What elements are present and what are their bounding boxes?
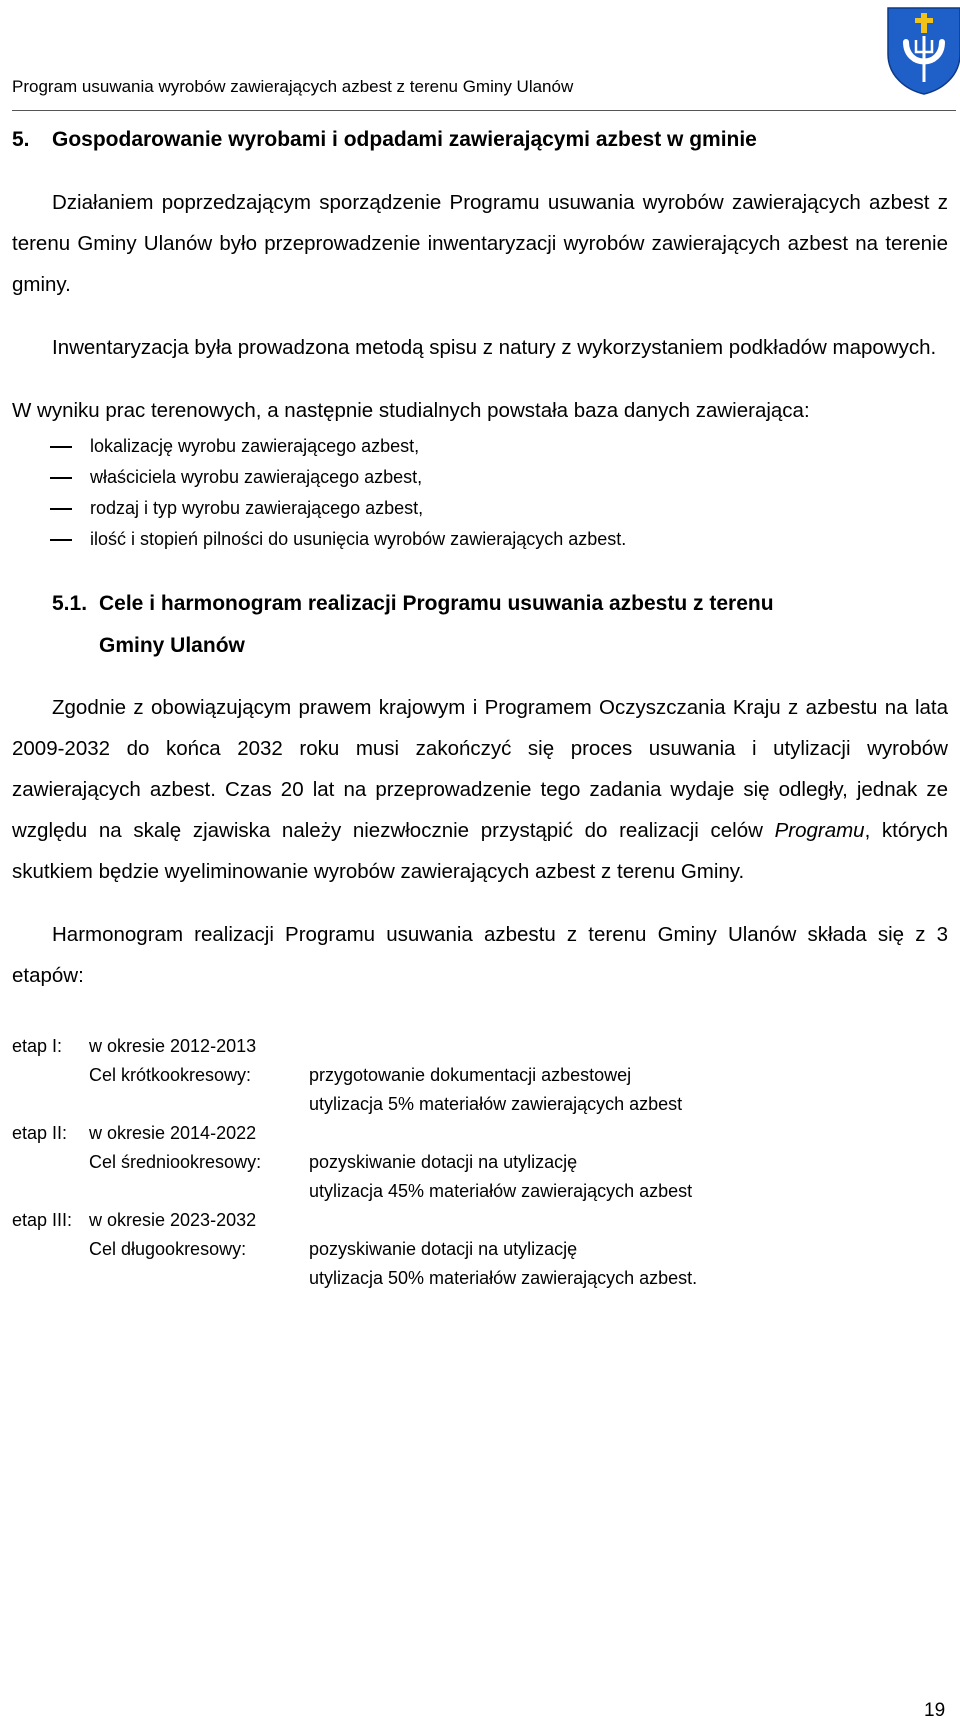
schedule-goal-row	[12, 1061, 948, 1090]
paragraph-inventory-intro: Działaniem poprzedzającym sporządzenie Programu usuwania wyrobów zawierających azbest z terenu Gminy Ulanów było przeprowadzenie inwentaryzacji wyrobów zawierających azbest na terenie gminy.	[12, 191, 948, 296]
goal-text: utylizacja 45% materiałów zawierających azbest	[309, 1181, 693, 1201]
subsection-number: 5.1.	[52, 592, 88, 615]
goal-label: Cel długookresowy:	[89, 1239, 247, 1259]
list-item: rodzaj i typ wyrobu zawierającego azbest,	[12, 493, 948, 524]
stage-label: etap III:	[12, 1210, 73, 1230]
stage-period: w okresie 2012-2013	[89, 1036, 257, 1056]
paragraph-database: W wyniku prac terenowych, a następnie studialnych powstała baza danych zawierająca:	[12, 399, 810, 422]
list-item: ilość i stopień pilności do usunięcia wyrobów zawierających azbest.	[12, 524, 948, 555]
subsection-heading	[12, 583, 948, 667]
paragraph-schedule-intro: Harmonogram realizacji Programu usuwania azbestu z terenu Gminy Ulanów składa się z 3 etapów:	[12, 923, 948, 987]
page-content	[12, 128, 948, 1293]
coat-of-arms-icon	[884, 4, 960, 96]
schedule-stage-row	[12, 1206, 948, 1235]
schedule-goal-row	[12, 1177, 948, 1206]
list-item: właściciela wyrobu zawierającego azbest,	[12, 462, 948, 493]
paragraph-legal-basis: Zgodnie z obowiązującym prawem krajowym i Programem Oczyszczania Kraju z azbestu na lata 2009-2032 do końca 2032 roku musi zakończyć się proces usuwania i utylizacji wyrobów zawierających azbest. Czas 20 lat na przeprowadzenie tego zadania wydaje się odległy, jednak ze względu na skalę zjawiska należy niezwłocznie przystąpić do realizacji celów Programu, których skutkiem będzie wyeliminowanie wyrobów zawierających azbest z terenu Gminy.	[12, 696, 948, 883]
goal-text: utylizacja 50% materiałów zawierających azbest.	[309, 1268, 698, 1288]
schedule-goal-row	[12, 1264, 948, 1293]
goal-label: Cel krótkookresowy:	[89, 1065, 252, 1085]
schedule-stage-row	[12, 1032, 948, 1061]
schedule-goal-row	[12, 1090, 948, 1119]
paragraph-inventory-method: Inwentaryzacja była prowadzona metodą spisu z natury z wykorzystaniem podkładów mapowych.	[52, 336, 937, 359]
goal-text: przygotowanie dokumentacji azbestowej	[309, 1065, 632, 1085]
subsection-title-line2: Gminy Ulanów	[99, 634, 245, 657]
section-title: Gospodarowanie wyrobami i odpadami zawierającymi azbest w gminie	[52, 128, 757, 151]
section-heading	[12, 128, 948, 152]
stage-period: w okresie 2014-2022	[89, 1123, 257, 1143]
page-header	[12, 0, 956, 111]
stage-period: w okresie 2023-2032	[89, 1210, 257, 1230]
schedule-goal-row	[12, 1235, 948, 1264]
page-number: 19	[924, 1700, 946, 1721]
schedule	[12, 1032, 948, 1293]
header-title: Program usuwania wyrobów zawierających azbest z terenu Gminy Ulanów	[12, 77, 574, 96]
section-number: 5.	[12, 128, 30, 151]
stage-label: etap II:	[12, 1123, 68, 1143]
subsection-title-line1: Cele i harmonogram realizacji Programu usuwania azbestu z terenu	[99, 592, 774, 615]
stage-label: etap I:	[12, 1036, 63, 1056]
list-item: lokalizację wyrobu zawierającego azbest,	[12, 431, 948, 462]
database-contents-list	[12, 431, 948, 555]
goal-text: pozyskiwanie dotacji na utylizację	[309, 1239, 578, 1259]
schedule-stage-row	[12, 1119, 948, 1148]
schedule-goal-row	[12, 1148, 948, 1177]
goal-text: utylizacja 5% materiałów zawierających azbest	[309, 1094, 683, 1114]
program-emphasis: Programu	[774, 819, 865, 842]
goal-label: Cel średniookresowy:	[89, 1152, 262, 1172]
goal-text: pozyskiwanie dotacji na utylizację	[309, 1152, 578, 1172]
